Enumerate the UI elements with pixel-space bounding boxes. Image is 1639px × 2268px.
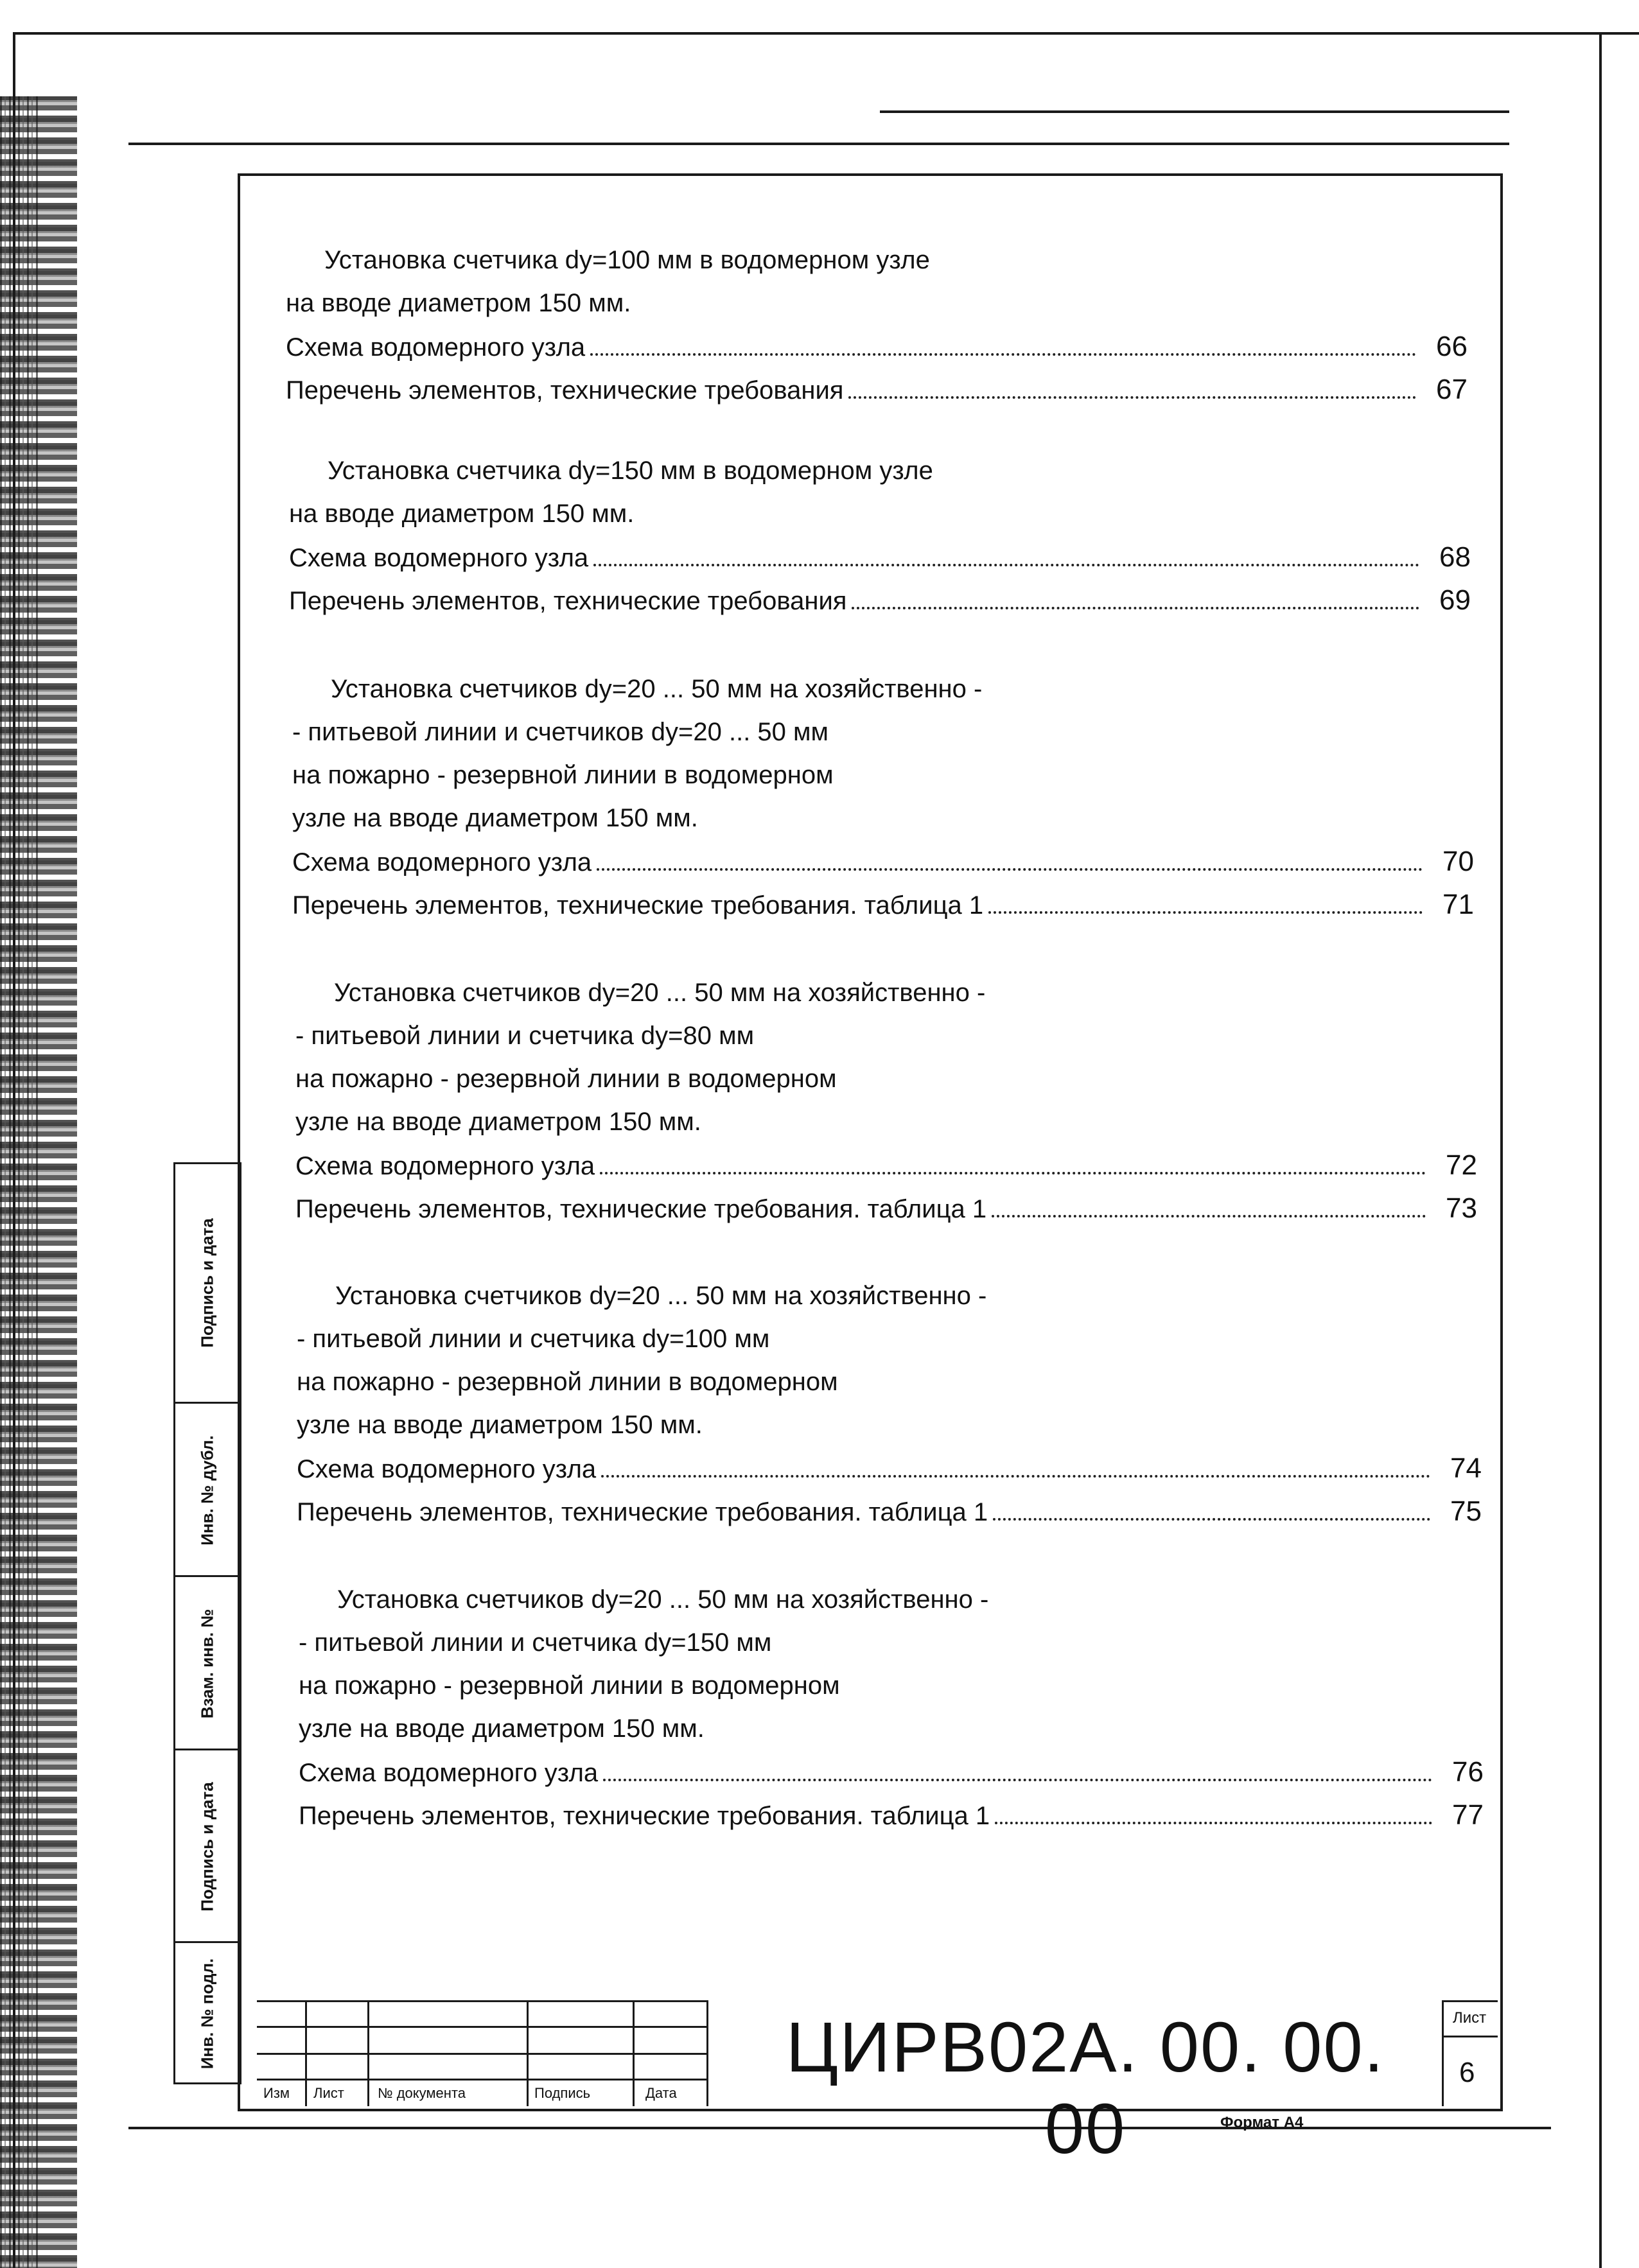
dot-leader <box>995 1822 1432 1824</box>
entry-title-line: узле на вводе диаметром 150 мм. <box>292 804 698 832</box>
entry-title-line: - питьевой линии и счетчика dy=100 мм <box>297 1325 770 1353</box>
toc-item-label: Перечень элементов, технические требования. таблица 1 <box>297 1498 988 1526</box>
toc-item <box>299 1793 1484 1836</box>
dot-leader <box>988 911 1423 914</box>
toc-item <box>299 1750 1484 1793</box>
stamp-label: Взам. инв. № <box>197 1609 217 1719</box>
toc-item-label: Схема водомерного узла <box>292 848 592 877</box>
entry-title-line: на пожарно - резервной линии в водомерном <box>295 1065 837 1093</box>
toc-entry <box>286 239 1468 411</box>
dot-leader <box>603 1779 1432 1781</box>
stamp-cell <box>175 1749 240 1943</box>
entry-title-line: - питьевой линии и счетчика dy=80 мм <box>295 1022 755 1050</box>
toc-item <box>297 1490 1482 1533</box>
entry-title-line: узле на вводе диаметром 150 мм. <box>295 1108 701 1136</box>
toc-item-label: Схема водомерного узла <box>295 1152 595 1180</box>
entry-title-line: - питьевой линии и счетчика dy=150 мм <box>299 1628 772 1657</box>
toc-entry <box>289 449 1471 622</box>
toc-item-label: Схема водомерного узла <box>299 1759 599 1787</box>
toc-page-number: 69 <box>1439 584 1471 616</box>
stamp-cell <box>175 1402 240 1577</box>
entry-title-line: узле на вводе диаметром 150 мм. <box>297 1411 703 1439</box>
entry-title-line: Установка счетчиков dy=20 ... 50 мм на хозяйственно - <box>337 1585 989 1614</box>
dot-leader <box>992 1215 1426 1217</box>
entry-title-line: Установка счетчиков dy=20 ... 50 мм на хозяйственно - <box>335 1282 987 1310</box>
header-rule-short <box>880 110 1509 113</box>
toc-page-number: 73 <box>1446 1192 1477 1224</box>
toc-item-label: Перечень элементов, технические требования <box>286 376 844 405</box>
toc-page-number: 71 <box>1442 889 1474 920</box>
dot-leader <box>593 564 1419 566</box>
toc-page-number: 76 <box>1452 1756 1484 1788</box>
stamp-label: Подпись и дата <box>197 1218 217 1348</box>
toc-page-number: 74 <box>1450 1452 1482 1484</box>
dot-leader <box>848 396 1416 399</box>
toc-item-label: Перечень элементов, технические требования. таблица 1 <box>295 1195 987 1223</box>
sheet-number: 6 <box>1459 2057 1475 2088</box>
toc-entry <box>297 1275 1482 1533</box>
title-block-col-izm: Изм <box>263 2085 290 2101</box>
toc-item <box>286 368 1468 411</box>
entry-title-line: Установка счетчика dy=100 мм в водомерном узле <box>324 246 930 274</box>
toc-item <box>289 536 1471 579</box>
toc-item-label: Перечень элементов, технические требования <box>289 587 847 615</box>
entry-title-line: на вводе диаметром 150 мм. <box>286 289 631 317</box>
title-block-col-sign: Подпись <box>534 2085 591 2101</box>
sheet-label: Лист <box>1453 2009 1487 2027</box>
side-stamp <box>173 1162 241 2084</box>
entry-title-line: Установка счетчиков dy=20 ... 50 мм на хозяйственно - <box>331 675 983 703</box>
dot-leader <box>993 1518 1430 1521</box>
toc-page-number: 70 <box>1442 846 1474 877</box>
entry-title-line: Установка счетчика dy=150 мм в водомерном узле <box>328 457 933 485</box>
entry-title-line: - питьевой линии и счетчиков dy=20 ... 50 мм <box>292 718 829 746</box>
stamp-cell <box>175 1575 240 1750</box>
toc-item <box>297 1447 1482 1490</box>
toc-item-label: Схема водомерного узла <box>286 333 586 362</box>
toc-item-label: Перечень элементов, технические требования. таблица 1 <box>299 1802 990 1830</box>
toc-page-number: 68 <box>1439 541 1471 573</box>
toc-entry <box>292 668 1474 926</box>
toc-page-number: 72 <box>1446 1149 1477 1181</box>
entry-title-line: на вводе диаметром 150 мм. <box>289 500 635 528</box>
dot-leader <box>601 1475 1430 1478</box>
stamp-label: Подпись и дата <box>197 1782 217 1912</box>
right-border-line <box>1599 32 1602 2268</box>
toc-item-label: Перечень элементов, технические требования. таблица 1 <box>292 891 984 920</box>
toc-page-number: 66 <box>1436 331 1468 362</box>
entry-title-line: на пожарно - резервной линии в водомерном <box>297 1368 838 1396</box>
toc-page-number: 67 <box>1436 374 1468 405</box>
dot-leader <box>590 353 1416 356</box>
toc-item <box>289 579 1471 622</box>
title-block-col-date: Дата <box>645 2085 677 2101</box>
toc-item-label: Схема водомерного узла <box>289 544 589 572</box>
toc-item-label: Схема водомерного узла <box>297 1455 597 1483</box>
header-rule-long <box>128 143 1509 145</box>
toc-item <box>292 840 1474 883</box>
toc-item <box>292 883 1474 926</box>
title-block-col-doc: № документа <box>378 2085 466 2101</box>
toc-item <box>286 325 1468 368</box>
toc-item <box>295 1144 1477 1187</box>
toc-entry <box>299 1578 1484 1836</box>
entry-title-line: узле на вводе диаметром 150 мм. <box>299 1714 705 1743</box>
stamp-cell <box>175 1164 240 1402</box>
scan-edge-noise-overlay <box>0 96 39 2268</box>
dot-leader <box>597 868 1423 871</box>
entry-title-line: на пожарно - резервной линии в водомерном <box>292 761 834 789</box>
dot-leader <box>852 607 1419 609</box>
stamp-cell <box>175 1941 240 2084</box>
entry-title-line: на пожарно - резервной линии в водомерном <box>299 1671 840 1700</box>
top-border-line <box>13 32 1639 35</box>
toc-page-number: 75 <box>1450 1496 1482 1527</box>
format-label: Формат А4 <box>1220 2114 1304 2131</box>
left-border-line <box>13 32 15 2268</box>
stamp-label: Инв. № дубл. <box>197 1435 217 1546</box>
toc-entry <box>295 972 1477 1230</box>
dot-leader <box>600 1172 1426 1174</box>
toc-item <box>295 1187 1477 1230</box>
document-code: ЦИРВ02А. 00. 00. 00 <box>785 2008 1385 2168</box>
toc-page-number: 77 <box>1452 1799 1484 1831</box>
title-block-col-list: Лист <box>313 2085 344 2101</box>
stamp-label: Инв. № подл. <box>197 1958 217 2070</box>
entry-title-line: Установка счетчиков dy=20 ... 50 мм на хозяйственно - <box>334 979 986 1007</box>
